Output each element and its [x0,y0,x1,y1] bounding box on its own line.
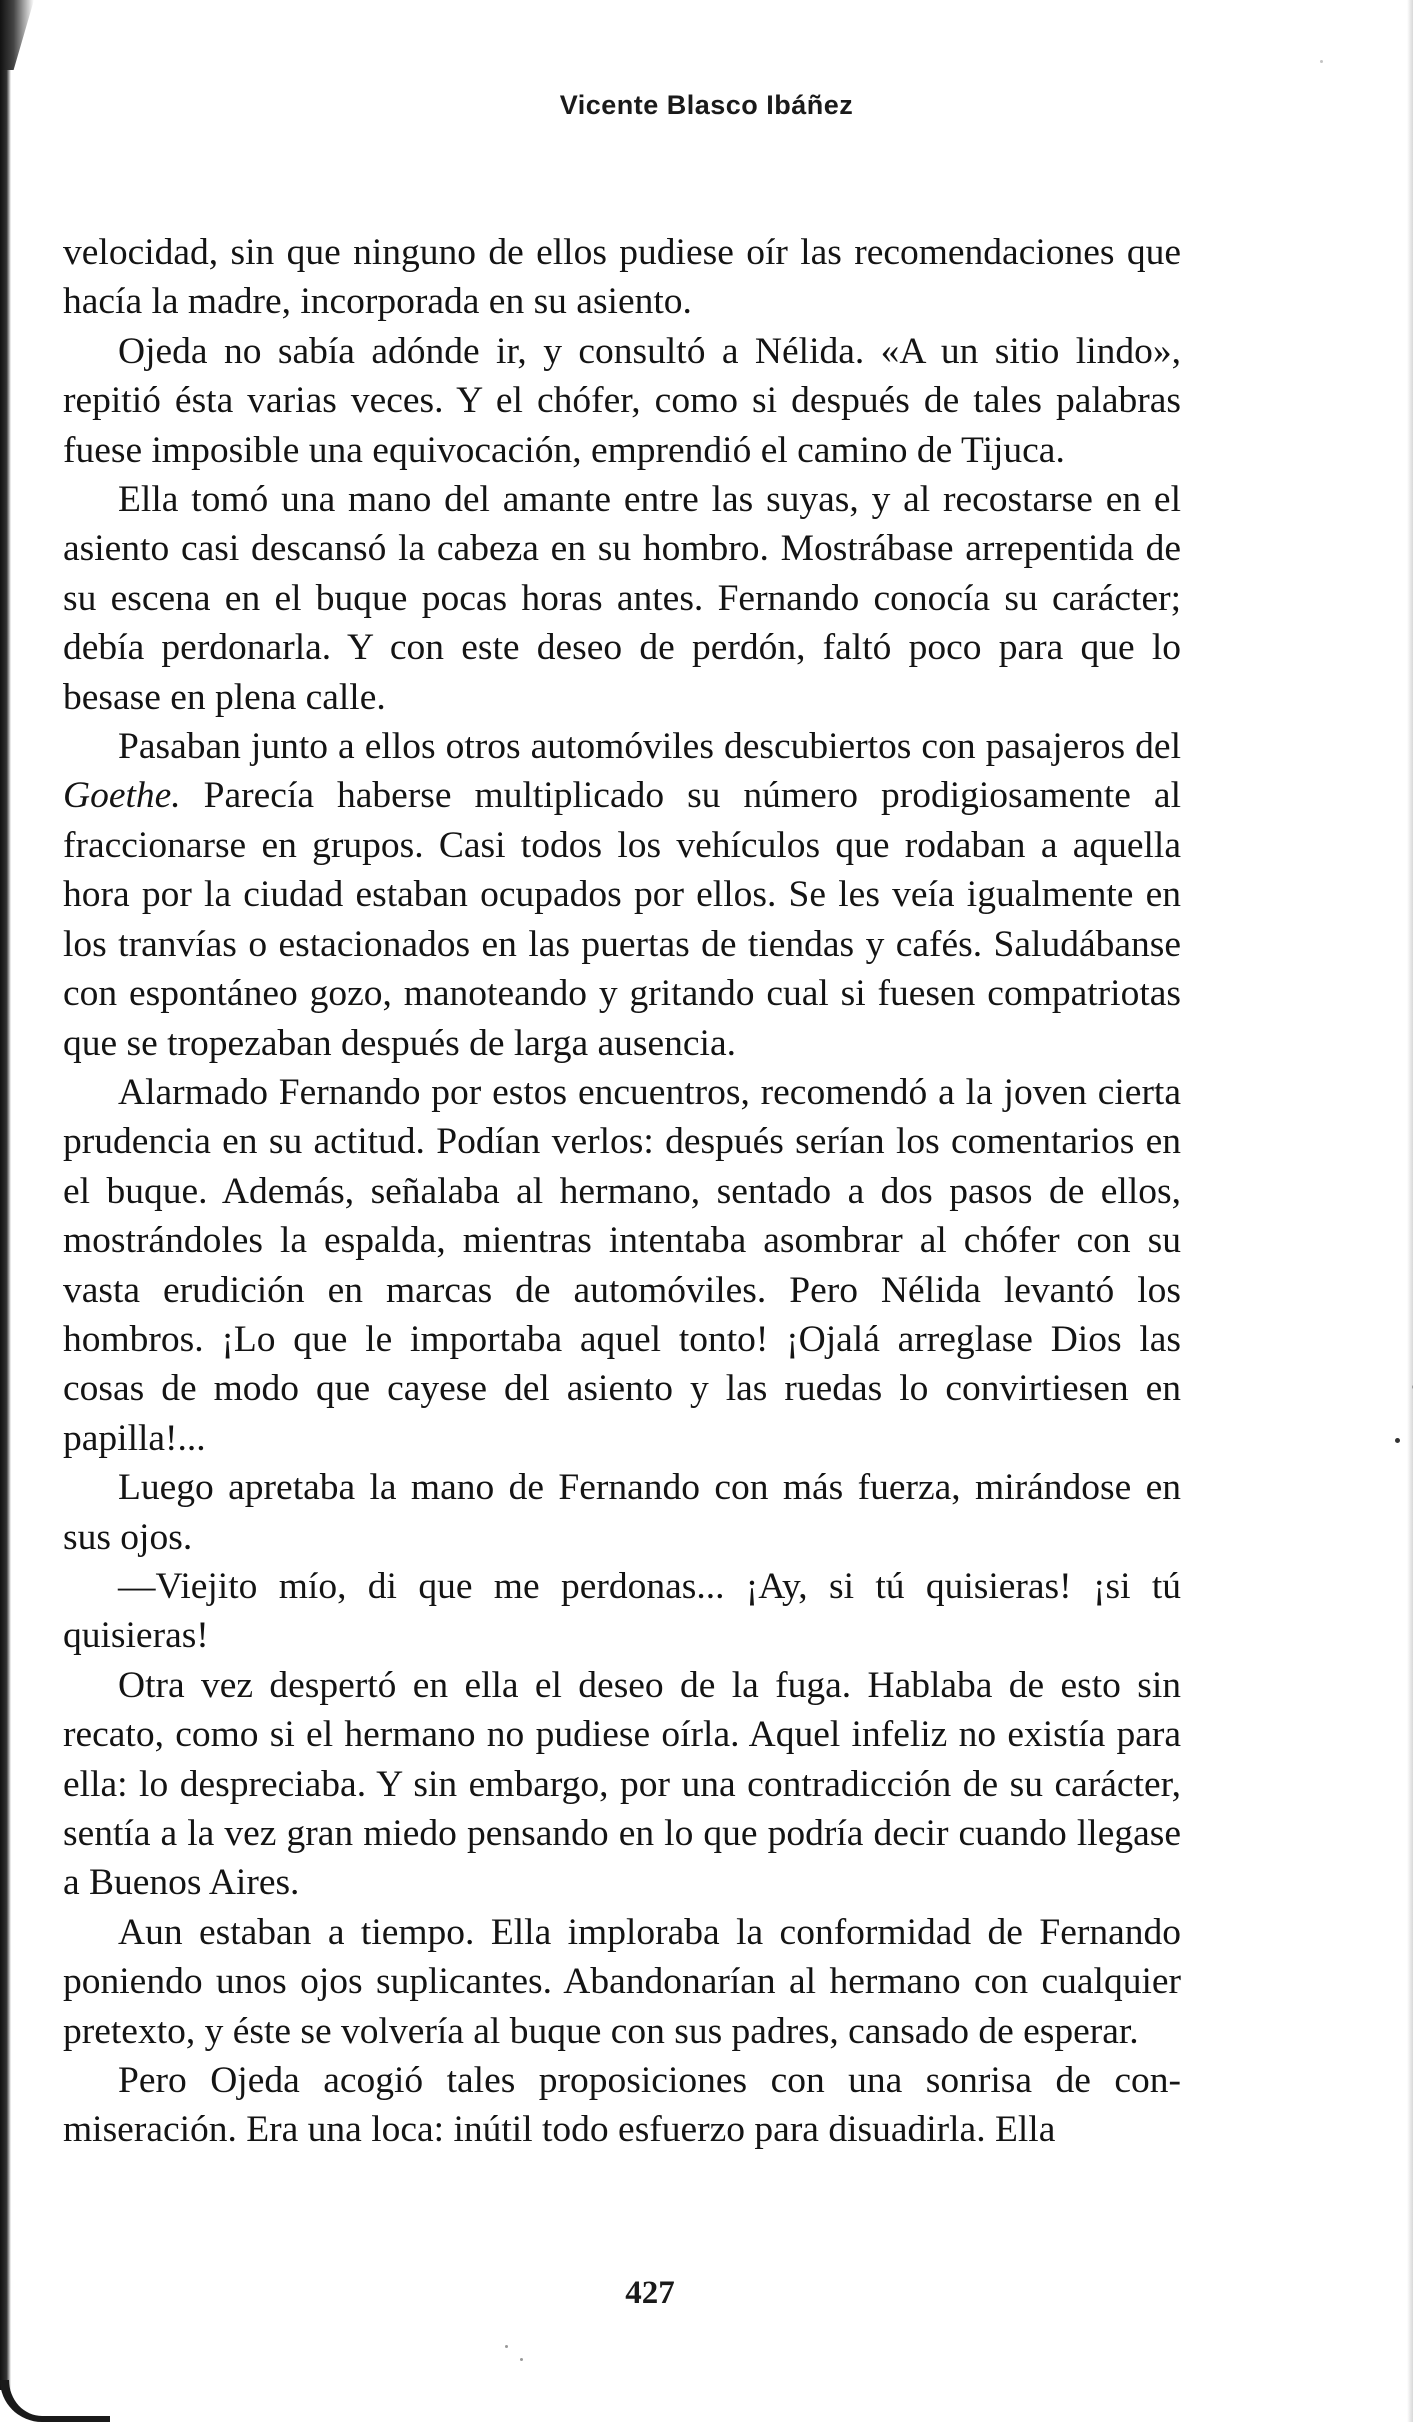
text-run: velocidad, sin que ninguno de ellos pudiese oír las recomendaciones que hacía la madre, incorporada en su asiento. [63,232,1181,323]
italic-text: Goethe. [63,775,181,817]
text-run: Pero Ojeda acogió tales proposiciones con una sonrisa de conmiseración. Era una loca: inútil todo esfuerzo para disuadirla. Ella [63,2060,1181,2151]
text-run: Ella tomó una mano del amante entre las suyas, y al recostarse en el asiento casi descansó la cabeza en su hombro. Mostrábase arrepentida de su escena en el buque pocas horas antes. Fernando conocía su carácter; debía perdonarla. Y con este deseo de perdón, faltó poco para que lo besase en plena calle. [63,479,1181,718]
text-run: Otra vez despertó en ella el deseo de la fuga. Hablaba de esto sin recato, como si el hermano no pudiese oírla. Aquel infeliz no existía para ella: lo despreciaba. Y sin embargo, por una contradicción de su carácter, sentía a la vez gran miedo pensando en lo que podría decir cuando llegase a Buenos Aires. [63,1664,1181,1904]
text-run: Ojeda no sabía adónde ir, y consultó a Nélida. «A un sitio lindo», repitió ésta varias veces. Y el chófer, como si después de tales palabras fuese imposible una equivocación, emprendió el camino de Tijuca. [63,330,1181,471]
page-number: 427 [625,2275,675,2311]
scan-shadow-right [1407,0,1413,2422]
paragraph [63,722,1181,1068]
page-curl-bottom [0,2380,110,2422]
text-run: Luego apretaba la mano de Fernando con más fuerza, mirándose en sus ojos. [63,1467,1181,1558]
text-run: Aun estaban a tiempo. Ella imploraba la conformidad de Fernando poniendo unos ojos suplicantes. Abandonarían al hermano con cualquier pretexto, y éste se volvería al buque con sus padres, cansado de esperar. [63,1911,1181,2052]
running-head: Vicente Blasco Ibáñez [559,90,854,120]
body-text [63,228,1181,2155]
paragraph [63,327,1181,475]
text-run: Pasaban junto a ellos otros automóviles descubiertos con pasajeros del [118,726,1181,768]
scan-shadow-corner [0,0,34,70]
text-run: Parecía haberse multiplicado su número prodigiosamente al fraccionarse en grupos. Casi todos los vehículos que rodaban a aquella hora por la ciudad estaban ocupados por ellos. Se les veía igualmente en los tranvías o estacionados en las puertas de tiendas y cafés. Saludábanse con espontáneo gozo, manoteando y gritando cual si fuesen compatriotas que se tropezaban después de larga ausencia. [63,775,1181,1064]
paragraph [63,228,1181,327]
paragraph [63,1463,1181,1562]
paragraph [63,1908,1181,2056]
scan-shadow-left [0,0,11,2390]
paragraph [63,475,1181,722]
text-run: Alarmado Fernando por estos encuentros, recomendó a la joven cierta prudencia en su actitud. Podían verlos: después serían los comentarios en el buque. Además, señalaba al hermano, sentado a dos pasos de ellos, mostrándoles la espalda, mientras intentaba asombrar al chófer con su vasta erudición en marcas de automóviles. Pero Nélida levantó los hombros. ¡Lo que le importaba aquel tonto! ¡Ojalá arreglase Dios las cosas de modo que cayese del asiento y las ruedas lo convirtiesen en papilla!... [63,1071,1181,1459]
paragraph [63,2056,1181,2155]
paragraph [63,1661,1181,1908]
scan-speck [505,2345,508,2348]
scan-speck [1320,60,1323,63]
paragraph [63,1562,1181,1661]
paragraph [63,1068,1181,1463]
scan-speck [520,2358,523,2361]
scan-speck [1395,1438,1400,1443]
text-run: —Viejito mío, di que me perdonas... ¡Ay, si tú quisieras! ¡si tú quisieras! [63,1565,1181,1657]
